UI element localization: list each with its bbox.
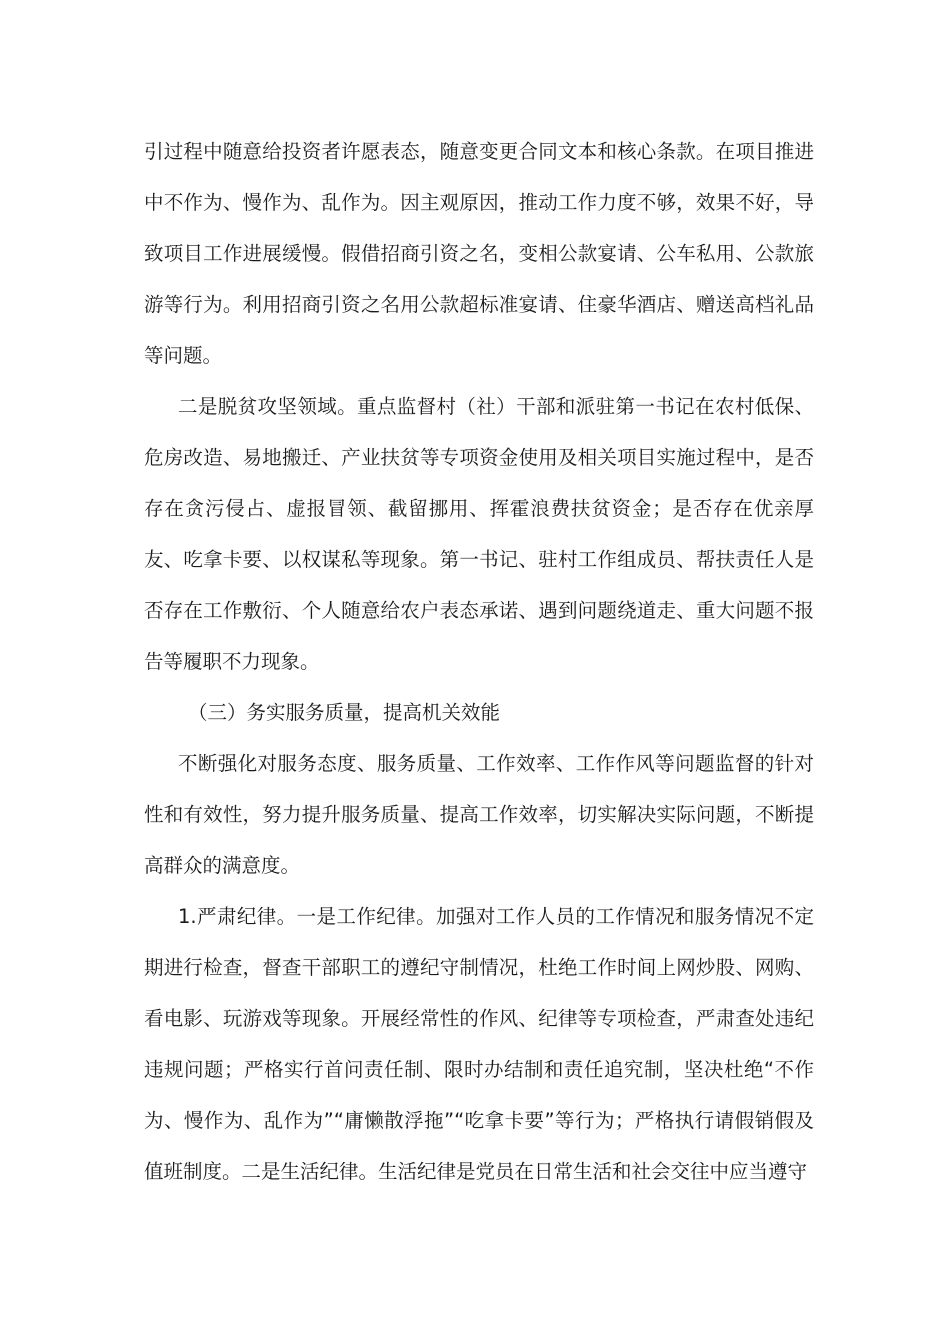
paragraph-poverty-alleviation: 二是脱贫攻坚领域。重点监督村（社）干部和派驻第一书记在农村低保、危房改造、易地搬迁、产业扶贫等专项资金使用及相关项目实施过程中，是否存在贪污侵占、虚报冒领、截留挪用、挥霍浪费扶贫资金；是否存在优亲厚友、吃拿卡要、以权谋私等现象。第一书记、驻村工作组成员、帮扶责任人是否存在工作敷衍、个人随意给农户表态承诺、遇到问题绕道走、重大问题不报告等履职不力现象。 <box>144 395 814 673</box>
document-body <box>144 126 814 1197</box>
paragraph-service-quality: 不断强化对服务态度、服务质量、工作效率、工作作风等问题监督的针对性和有效性，努力提升服务质量、提高工作效率，切实解决实际问题，不断提高群众的满意度。 <box>144 752 814 877</box>
paragraph-strict-discipline: 1.严肃纪律。一是工作纪律。加强对工作人员的工作情况和服务情况不定期进行检查，督查干部职工的遵纪守制情况，杜绝工作时间上网炒股、网购、看电影、玩游戏等现象。开展经常性的作风、纪律等专项检查，严肃查处违纪违规问题；严格实行首问责任制、限时办结制和责任追究制，坚决杜绝“不作为、慢作为、乱作为”“庸懒散浮拖”“吃拿卡要”等行为；严格执行请假销假及值班制度。二是生活纪律。生活纪律是党员在日常生活和社会交往中应当遵守 <box>144 905 814 1183</box>
section-heading: （三）务实服务质量，提高机关效能 <box>188 701 501 724</box>
paragraph-continuation: 引过程中随意给投资者许愿表态，随意变更合同文本和核心条款。在项目推进中不作为、慢作为、乱作为。因主观原因，推动工作力度不够，效果不好，导致项目工作进展缓慢。假借招商引资之名，变相公款宴请、公车私用、公款旅游等行为。利用招商引资之名用公款超标准宴请、住豪华酒店、赠送高档礼品等问题。 <box>144 140 814 367</box>
